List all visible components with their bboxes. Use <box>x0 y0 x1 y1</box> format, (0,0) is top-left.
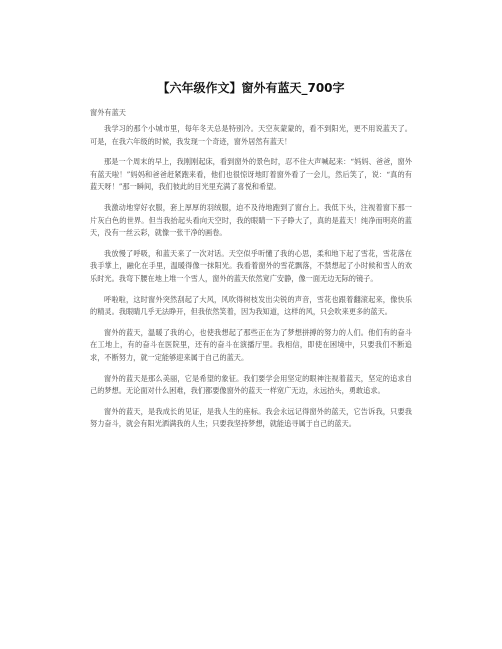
paragraph-1: 我学习的那个小城市里，每年冬天总是特别冷。天空灰蒙蒙的，看不到阳光，更不用说蓝天了。可是，在我六年级的时候，我发现一个奇迹，窗外居然有蓝天！ <box>90 124 412 146</box>
document-body <box>90 106 412 439</box>
paragraph-4: 我放慢了呼吸，和蓝天来了一次对话。天空似乎听懂了我的心思，柔和地下起了雪花，雪花落在我手掌上，融化在手里，温暖得像一抹阳光。我看着窗外的雪花飘落，不禁想起了小时候和雪人的欢乐时光。我弯下腰在地上堆一个雪人，窗外的蓝天依然宽广安静，像一面无边无际的镜子。 <box>90 248 412 283</box>
paragraph-6: 窗外的蓝天，温暖了我的心，也使我想起了那些正在为了梦想拼搏的努力的人们。他们有的奋斗在工地上，有的奋斗在医院里，还有的奋斗在演播厅里。我相信，即使在困境中，只要我们不断追求，不断努力，就一定能够迎来属于自己的蓝天。 <box>90 327 412 362</box>
paragraph-2: 那是一个周末的早上，我刚刚起床，看到窗外的景色时，忍不住大声喊起来：“妈妈、爸爸，窗外有蓝天啦！”妈妈和爸爸赶紧跑来看，他们也很惊讶地盯着窗外看了一会儿，然后笑了，说：“真的有蓝天呀！”那一瞬间，我们彼此的目光里充满了喜悦和希望。 <box>90 157 412 192</box>
document-title: 【六年级作文】窗外有蓝天_700字 <box>157 81 345 95</box>
paragraph-5: 呼啦啦，这时窗外突然刮起了大风，风吹得树枝发出尖锐的声音，雪花也跟着翻滚起来，像快乐的精灵。我眼睛几乎无法睁开，但我依然笑着，因为我知道，这样的风，只会吹来更多的蓝天。 <box>90 294 412 317</box>
paragraph-7: 窗外的蓝天是那么美丽，它是希望的象征。我们要学会用坚定的眼神注视着蓝天，坚定的追求自己的梦想。无论面对什么困难，我们都要像窗外的蓝天一样宽广无边，永远抬头，勇敢追求。 <box>90 373 412 396</box>
paragraph-8: 窗外的蓝天，是我成长的见证，是我人生的座标。我会永远记得窗外的蓝天，它告诉我，只要我努力奋斗，就会有阳光洒满我的人生；只要我坚持梦想，就能追寻属于自己的蓝天。 <box>90 406 412 429</box>
essay-subtitle: 窗外有蓝天 <box>90 108 126 117</box>
paragraph-3: 我激动地穿好衣服，套上厚厚的羽绒服，迫不及待地跑到了窗台上。我低下头，注视着窗下那一片灰白色的世界。但当我抬起头看向天空时，我的眼睛一下子睁大了，真的是蓝天！纯净而明亮的蓝天，没有一丝云彩，就像一张干净的画卷。 <box>90 202 412 238</box>
